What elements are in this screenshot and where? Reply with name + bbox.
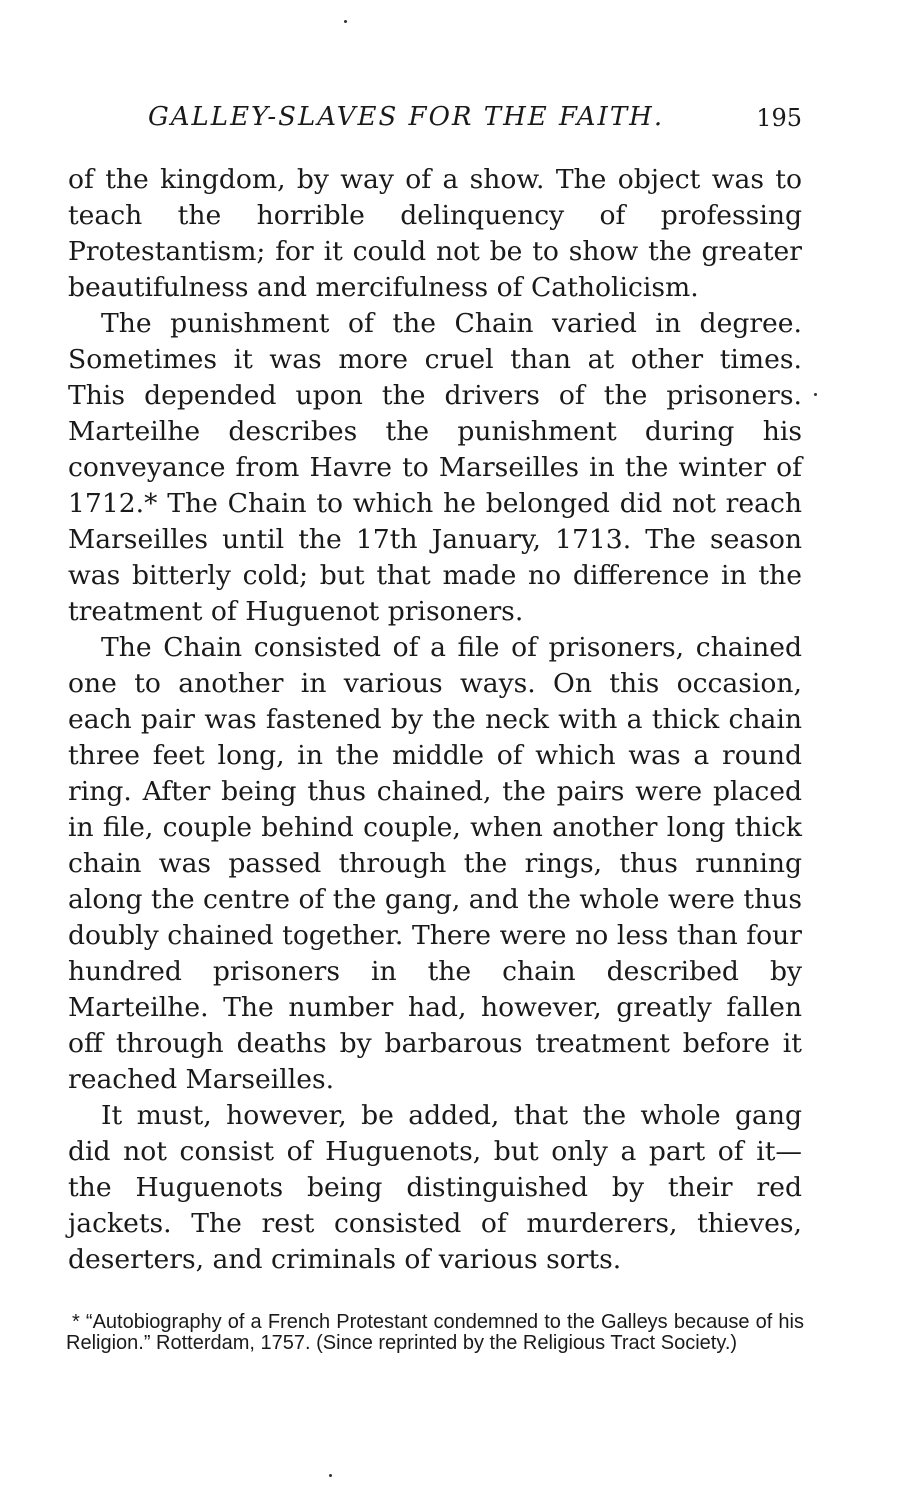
- margin-speck: [814, 393, 817, 396]
- page-number: 195: [756, 104, 802, 132]
- paragraph-chain-description: The Chain consisted of a file of prisoners, chained one to another in various ways. On this occasion, each pair was fastened by the neck with a thick chain three feet long, in the middle of which was a round ring. After being thus chained, the pairs were placed in file, couple behind couple, when another long thick chain was passed through the rings, thus running along the centre of the gang, and the whole were thus doubly chained together. There were no less than four hundred prisoners in the chain described by Marteilhe. The number had, however, greatly fallen off through deaths by barbarous treatment before it reached Marseilles.: [68, 632, 802, 1095]
- body-text: [68, 162, 802, 1278]
- paragraph-gang-composition: It must, however, be added, that the whole gang did not consist of Huguenots, but only a part of it—the Huguenots being distinguished by their red jackets. The rest consisted of murderers, thieves, deserters, and criminals of various sorts.: [68, 1100, 802, 1275]
- paragraph-continuation: of the kingdom, by way of a show. The object was to teach the horrible delinquency of professing Protestantism; for it could not be to show the greater beautifulness and mercifulness of Catholicism.: [68, 164, 802, 303]
- paragraph-punishment: The punishment of the Chain varied in degree. Sometimes it was more cruel than at other times. This depended upon the drivers of the prisoners. Marteilhe describes the punishment during his conveyance from Havre to Marseilles in the winter of 1712.* The Chain to which he belonged did not reach Marseilles until the 17th January, 1713. The season was bitterly cold; but that made no difference in the treatment of Huguenot prisoners.: [68, 308, 802, 627]
- footnote: * “Autobiography of a French Protestant condemned to the Galleys because of his Religion.” Rotterdam, 1757. (Since reprinted by the Religious Tract Society.): [66, 1311, 804, 1354]
- running-title: GALLEY-SLAVES FOR THE FAITH.: [148, 102, 665, 132]
- top-speck: [344, 20, 347, 23]
- running-head: [142, 102, 802, 142]
- bottom-speck: [329, 1474, 332, 1477]
